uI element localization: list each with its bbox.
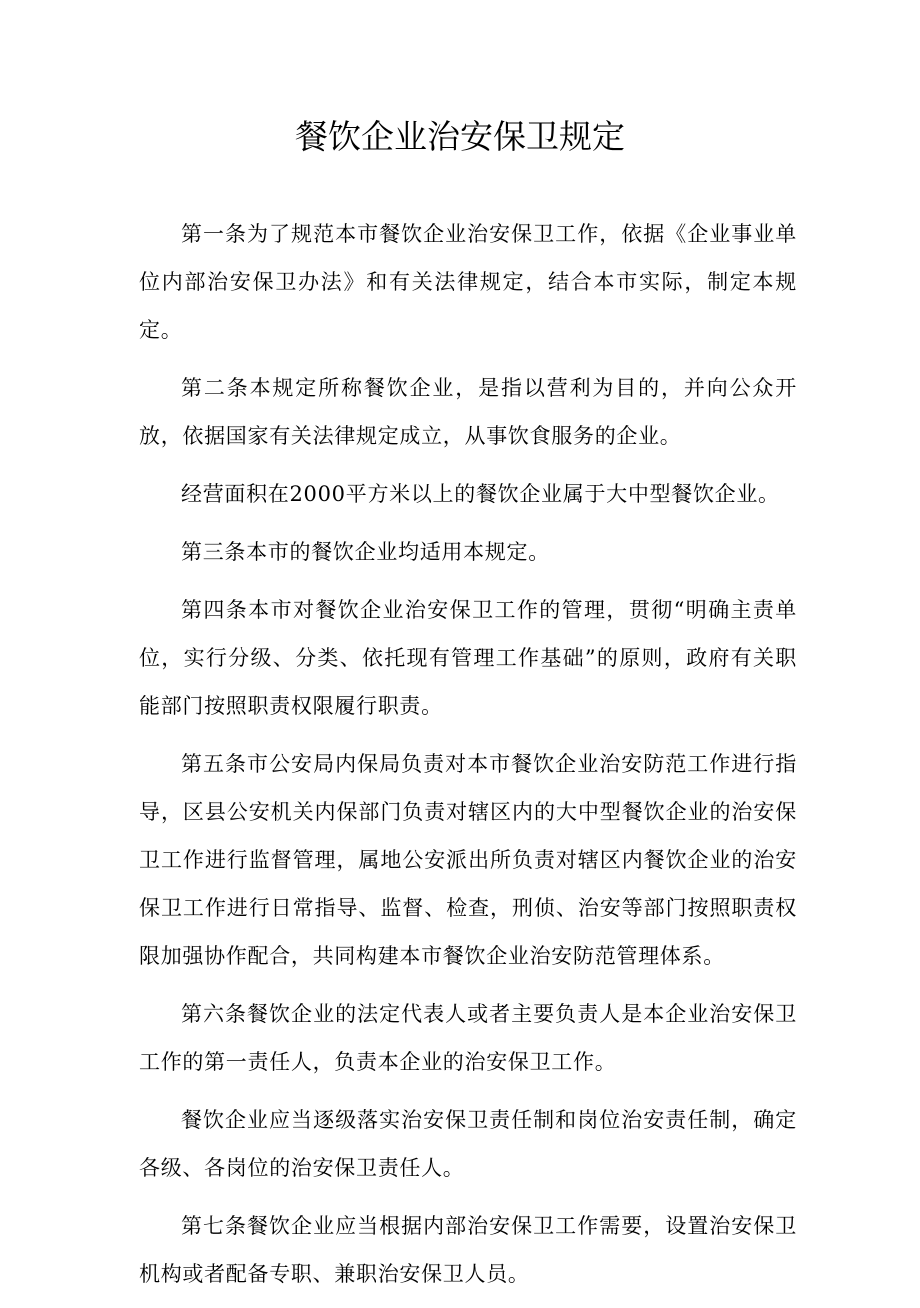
document-body [139,210,797,1308]
paragraph-article-2-area: 经营面积在2000平方米以上的餐饮企业属于大中型餐饮企业。 [181,482,780,506]
paragraph-article-5: 第五条市公安局内保局负责对本市餐饮企业治安防范工作进行指导，区县公安机关内保部门负责对辖区内的大中型餐饮企业的治安保卫工作进行监督管理，属地公安派出所负责对辖区内餐饮企业的治安保卫工作进行日常指导、监督、检查，刑侦、治安等部门按照职责权限加强协作配合，共同构建本市餐饮企业治安防范管理体系。 [139,752,797,968]
paragraph-article-7: 第七条餐饮企业应当根据内部治安保卫工作需要，设置治安保卫机构或者配备专职、兼职治安保卫人员。 [139,1214,797,1286]
paragraph-article-6: 第六条餐饮企业的法定代表人或者主要负责人是本企业治安保卫工作的第一责任人，负责本企业的治安保卫工作。 [139,1002,797,1074]
document-title: 餐饮企业治安保卫规定 [295,117,625,156]
paragraph-article-4: 第四条本市对餐饮企业治安保卫工作的管理，贯彻“明确主责单位，实行分级、分类、依托现有管理工作基础”的原则，政府有关职能部门按照职责权限履行职责。 [139,598,797,718]
paragraph-article-6-responsibility: 餐饮企业应当逐级落实治安保卫责任制和岗位治安责任制，确定各级、各岗位的治安保卫责任人。 [139,1108,797,1180]
paragraph-article-3: 第三条本市的餐饮企业均适用本规定。 [181,540,550,564]
paragraph-article-1: 第一条为了规范本市餐饮企业治安保卫工作，依据《企业事业单位内部治安保卫办法》和有关法律规定，结合本市实际，制定本规定。 [139,222,797,342]
paragraph-article-2: 第二条本规定所称餐饮企业，是指以营利为目的，并向公众开放，依据国家有关法律规定成立，从事饮食服务的企业。 [139,376,797,448]
